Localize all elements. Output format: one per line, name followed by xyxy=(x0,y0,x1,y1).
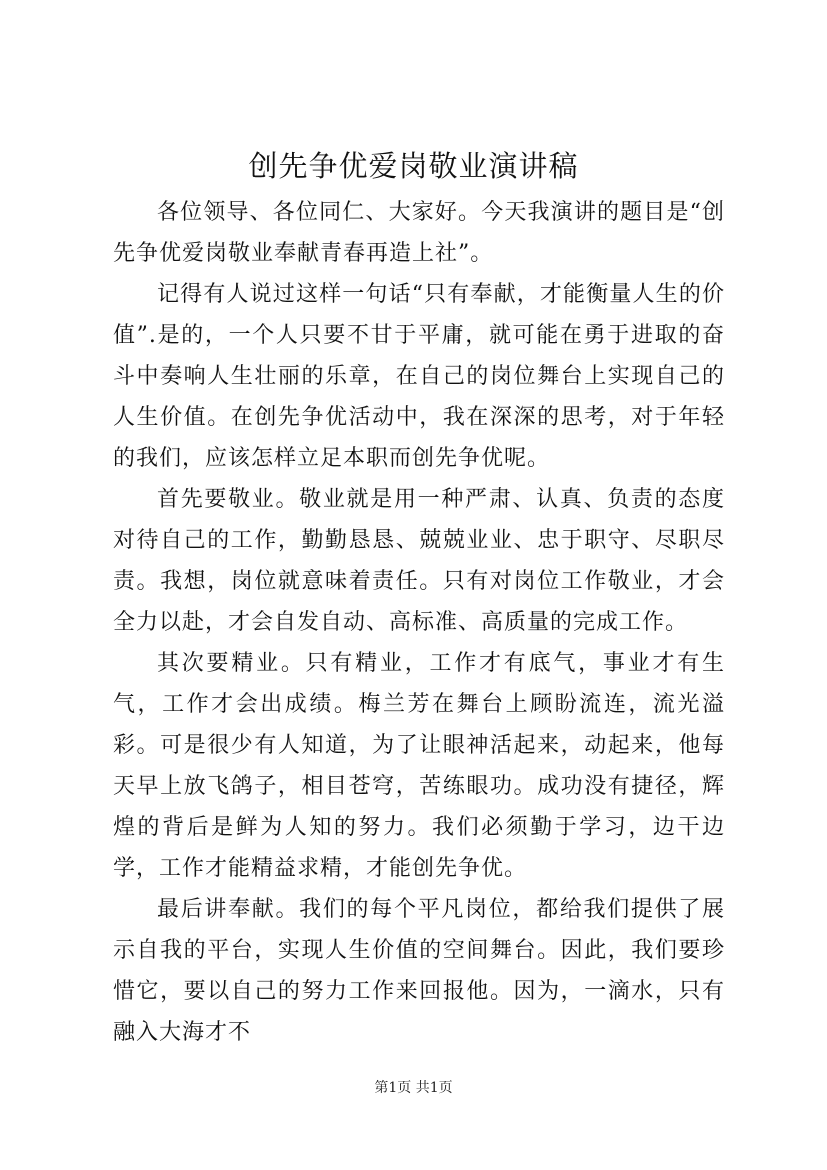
paragraph-mastery: 其次要精业。只有精业，工作才有底气，事业才有生气，工作才会出成绩。梅兰芳在舞台上顾盼流连，流光溢彩。可是很少有人知道，为了让眼神活起来，动起来，他每天早上放飞鸽子，相目苍穹，苦练眼功。成功没有捷径，辉煌的背后是鲜为人知的努力。我们必须勤于学习，边干边学，工作才能精益求精，才能创先争优。 xyxy=(113,651,725,881)
paragraph-greeting: 各位领导、各位同仁、大家好。今天我演讲的题目是“创先争优爱岗敬业奉献青春再造上社”。 xyxy=(113,200,725,266)
paragraph-dedication: 记得有人说过这样一句话“只有奉献，才能衡量人生的价值”.是的，一个人只要不甘于平庸，就可能在勇于进取的奋斗中奏响人生壮丽的乐章，在自己的岗位舞台上实现自己的人生价值。在创先争优活动中，我在深深的思考，对于年轻的我们，应该怎样立足本职而创先争优呢。 xyxy=(113,282,725,471)
document-body xyxy=(113,192,725,1053)
paragraph-contribution: 最后讲奉献。我们的每个平凡岗位，都给我们提供了展示自我的平台，实现人生价值的空间舞台。因此，我们要珍惜它，要以自己的努力工作来回报他。因为，一滴水，只有融入大海才不 xyxy=(113,897,725,1045)
paragraph-dedication-to-work: 首先要敬业。敬业就是用一种严肃、认真、负责的态度对待自己的工作，勤勤恳恳、兢兢业业、忠于职守、尽职尽责。我想，岗位就意味着责任。只有对岗位工作敬业，才会全力以赴，才会自发自动、高标准、高质量的完成工作。 xyxy=(113,487,725,635)
page-number-footer: 第1页 共1页 xyxy=(374,1080,453,1096)
document-title: 创先争优爱岗敬业演讲稿 xyxy=(248,149,579,183)
